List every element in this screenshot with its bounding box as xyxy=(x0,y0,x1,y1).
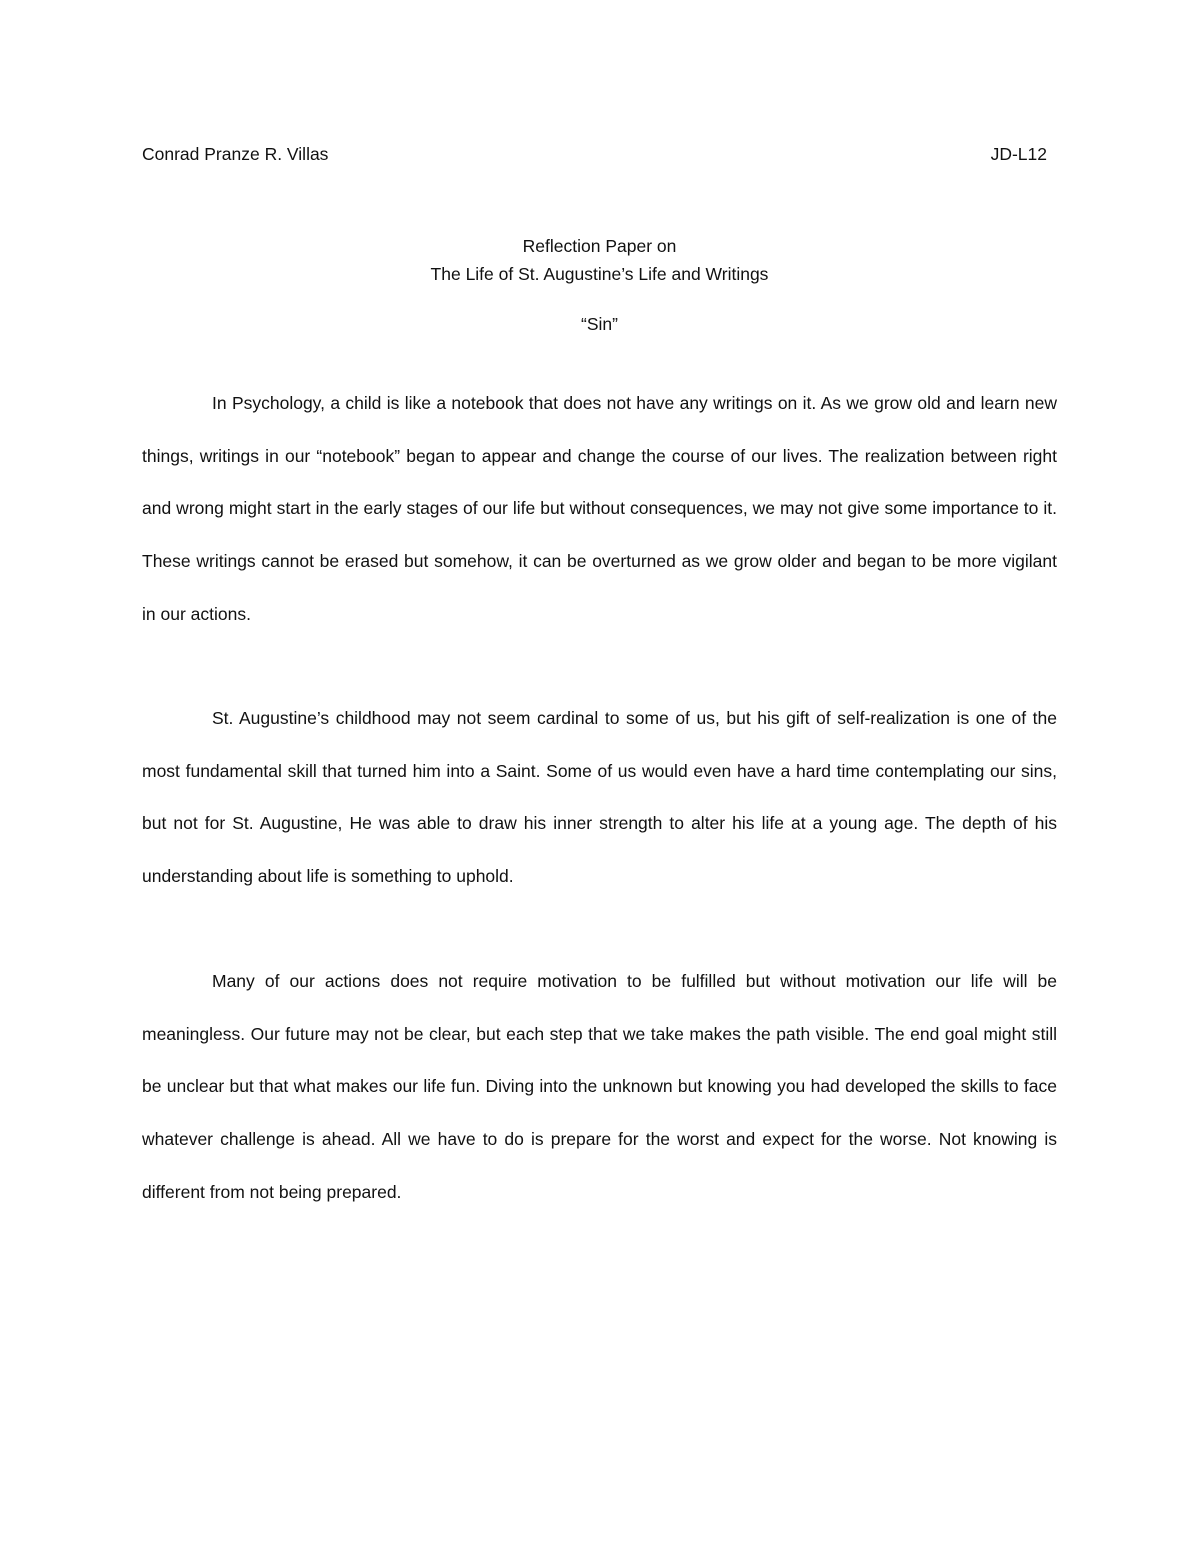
title-line-1: Reflection Paper on xyxy=(522,236,677,256)
author-name: Conrad Pranze R. Villas xyxy=(142,144,329,164)
paragraph-2: St. Augustine’s childhood may not seem cardinal to some of us, but his gift of self-realization is one of the most fundamental skill that turned him into a Saint. Some of us would even have a hard time contemplating our sins, but not for St. Augustine, He was able to draw his inner strength to alter his life at a young age. The depth of his understanding about life is something to uphold. xyxy=(142,708,1057,887)
subtitle: “Sin” xyxy=(581,314,618,334)
title-block xyxy=(142,232,1057,288)
document-header xyxy=(142,144,1057,172)
title-line-2: The Life of St. Augustine’s Life and Writings xyxy=(430,264,769,284)
paragraph-3: Many of our actions does not require motivation to be fulfilled but without motivation our life will be meaningless. Our future may not be clear, but each step that we take makes the path visible. The end goal might still be unclear but that what makes our life fun. Diving into the unknown but knowing you had developed the skills to face whatever challenge is ahead. All we have to do is prepare for the worst and expect for the worse. Not knowing is different from not being prepared. xyxy=(142,971,1057,1202)
section-code: JD-L12 xyxy=(990,144,1047,164)
paragraph-1: In Psychology, a child is like a notebook that does not have any writings on it. As we grow old and learn new things, writings in our “notebook” began to appear and change the course of our lives. The realization between right and wrong might start in the early stages of our life but without consequences, we may not give some importance to it. These writings cannot be erased but somehow, it can be overturned as we grow older and began to be more vigilant in our actions. xyxy=(142,393,1057,624)
